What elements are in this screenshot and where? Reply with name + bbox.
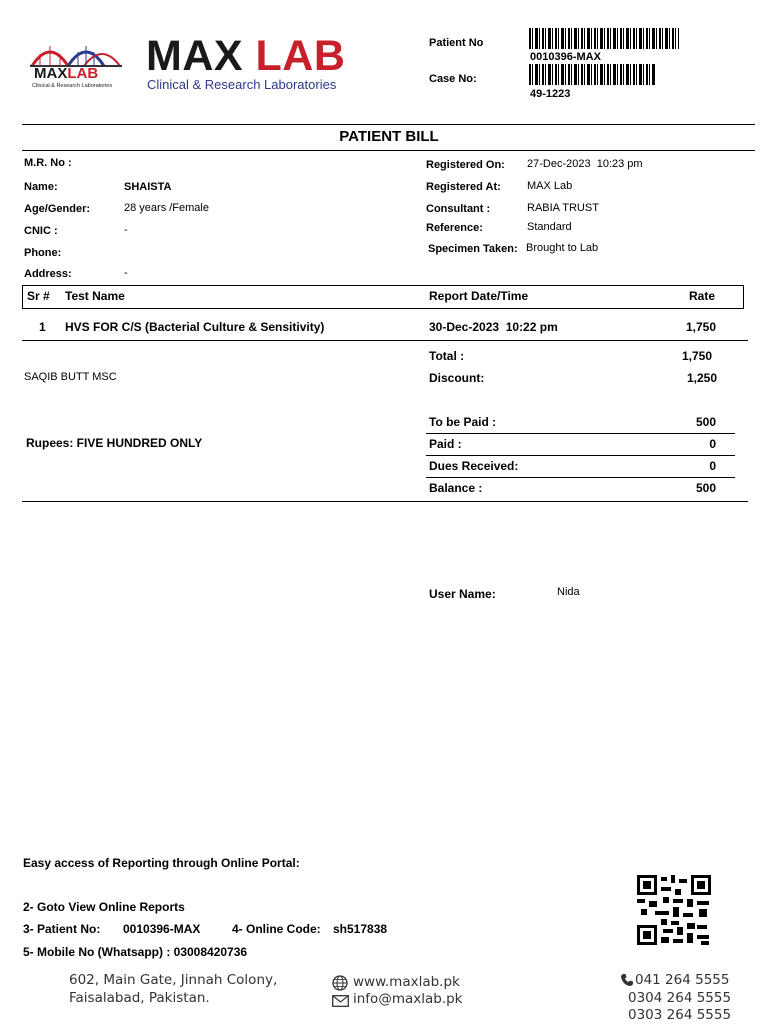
registered-on-label: Registered On: [426,159,505,171]
address-label: Address: [24,268,72,280]
brand-max: MAX [146,32,244,80]
phone-label: Phone: [24,247,62,259]
specimen-label: Specimen Taken: [428,243,518,255]
name-value: SHAISTA [124,181,172,193]
lab-logo [28,36,124,94]
case-no-value: 49-1223 [530,88,571,100]
patient-barcode [529,28,679,49]
summary-bottom-rule [22,501,748,502]
balance-label: Balance : [429,481,483,495]
age-label: Age/Gender: [24,203,91,215]
user-name-value: Nida [557,586,580,598]
registered-at-value: MAX Lab [527,180,573,192]
portal-heading: Easy access of Reporting through Online Portal: [23,856,300,870]
registered-on-value: 27-Dec-2023 10:23 pm [527,158,643,170]
brand-lab: LAB [255,32,346,80]
name-label: Name: [24,181,58,193]
reference-value: Standard [527,221,572,233]
portal-step-3-label: 3- Patient No: [23,922,101,936]
address-value: - [124,267,128,279]
patient-no-value: 0010396-MAX [530,51,601,63]
col-header-sr: Sr # [27,289,50,303]
globe-icon [332,975,348,991]
age-value: 28 years /Female [124,202,209,214]
qr-code-icon [637,875,711,945]
paid-value: 0 [709,437,716,451]
user-name-label: User Name: [429,587,496,601]
footer-phone-2: 0304 264 5555 [628,990,732,1006]
cnic-label: CNIC : [24,225,58,237]
case-no-label: Case No: [429,73,477,85]
paid-rule [426,455,735,456]
to-be-paid-value: 500 [695,415,716,429]
brand-title [146,32,345,80]
col-header-rate: Rate [689,289,716,303]
discount-value: 1,250 [686,371,717,385]
portal-step-4-label: 4- Online Code: [232,922,321,936]
to-be-paid-rule [426,433,735,434]
col-header-test-name: Test Name [65,289,125,303]
mail-icon [332,994,349,1006]
logo-small-lab: LAB [67,65,99,82]
dues-rule [426,477,735,478]
consultant-label: Consultant : [426,203,491,215]
title-bottom-rule [22,150,755,151]
test-table-header [22,285,744,309]
portal-step-5: 5- Mobile No (Whatsapp) : 03008420736 [23,945,248,959]
total-value: 1,750 [681,349,712,363]
rupees-in-words: Rupees: FIVE HUNDRED ONLY [26,436,203,450]
dues-received-label: Dues Received: [429,459,519,473]
footer-address-line-2: Faisalabad, Pakistan. [69,990,210,1006]
portal-step-2: 2- Goto View Online Reports [23,900,185,914]
logo-small-sub: Clinical & Research Laboratories [32,83,113,89]
specimen-value: Brought to Lab [526,242,599,254]
portal-step-3-value: 0010396-MAX [123,922,201,936]
to-be-paid-label: To be Paid : [429,415,497,429]
registered-at-label: Registered At: [426,181,501,193]
footer-website[interactable]: www.maxlab.pk [353,974,460,990]
page-title: PATIENT BILL [339,128,439,145]
col-header-report-date: Report Date/Time [429,289,529,303]
dues-received-value: 0 [709,459,716,473]
logo-small-max: MAX [34,65,68,82]
footer-email[interactable]: info@maxlab.pk [353,991,463,1007]
brand-subtitle: Clinical & Research Laboratories [147,77,337,92]
row-test-name: HVS FOR C/S (Bacterial Culture & Sensitivity) [65,320,325,334]
row-report-date: 30-Dec-2023 10:22 pm [429,320,558,334]
consultant-value: RABIA TRUST [527,202,599,214]
discount-label: Discount: [429,371,485,385]
row-rate: 1,750 [685,320,716,334]
portal-step-4-value: sh517838 [333,922,388,936]
title-top-rule [22,124,755,125]
cnic-value: - [124,224,128,236]
footer-address-line-1: 602, Main Gate, Jinnah Colony, [69,972,278,988]
paid-label: Paid : [429,437,462,451]
reference-label: Reference: [426,222,483,234]
phone-icon [620,973,634,987]
footer-phone-1: 041 264 5555 [635,972,730,988]
balance-value: 500 [695,481,716,495]
table-bottom-rule [22,340,748,341]
case-barcode [529,64,656,85]
footer-phone-3: 0303 264 5555 [628,1007,732,1023]
total-label: Total : [429,349,465,363]
mr-label: M.R. No : [24,157,72,169]
signed-by: SAQIB BUTT MSC [24,371,117,383]
patient-no-label: Patient No [429,37,484,49]
row-sr: 1 [39,320,46,334]
